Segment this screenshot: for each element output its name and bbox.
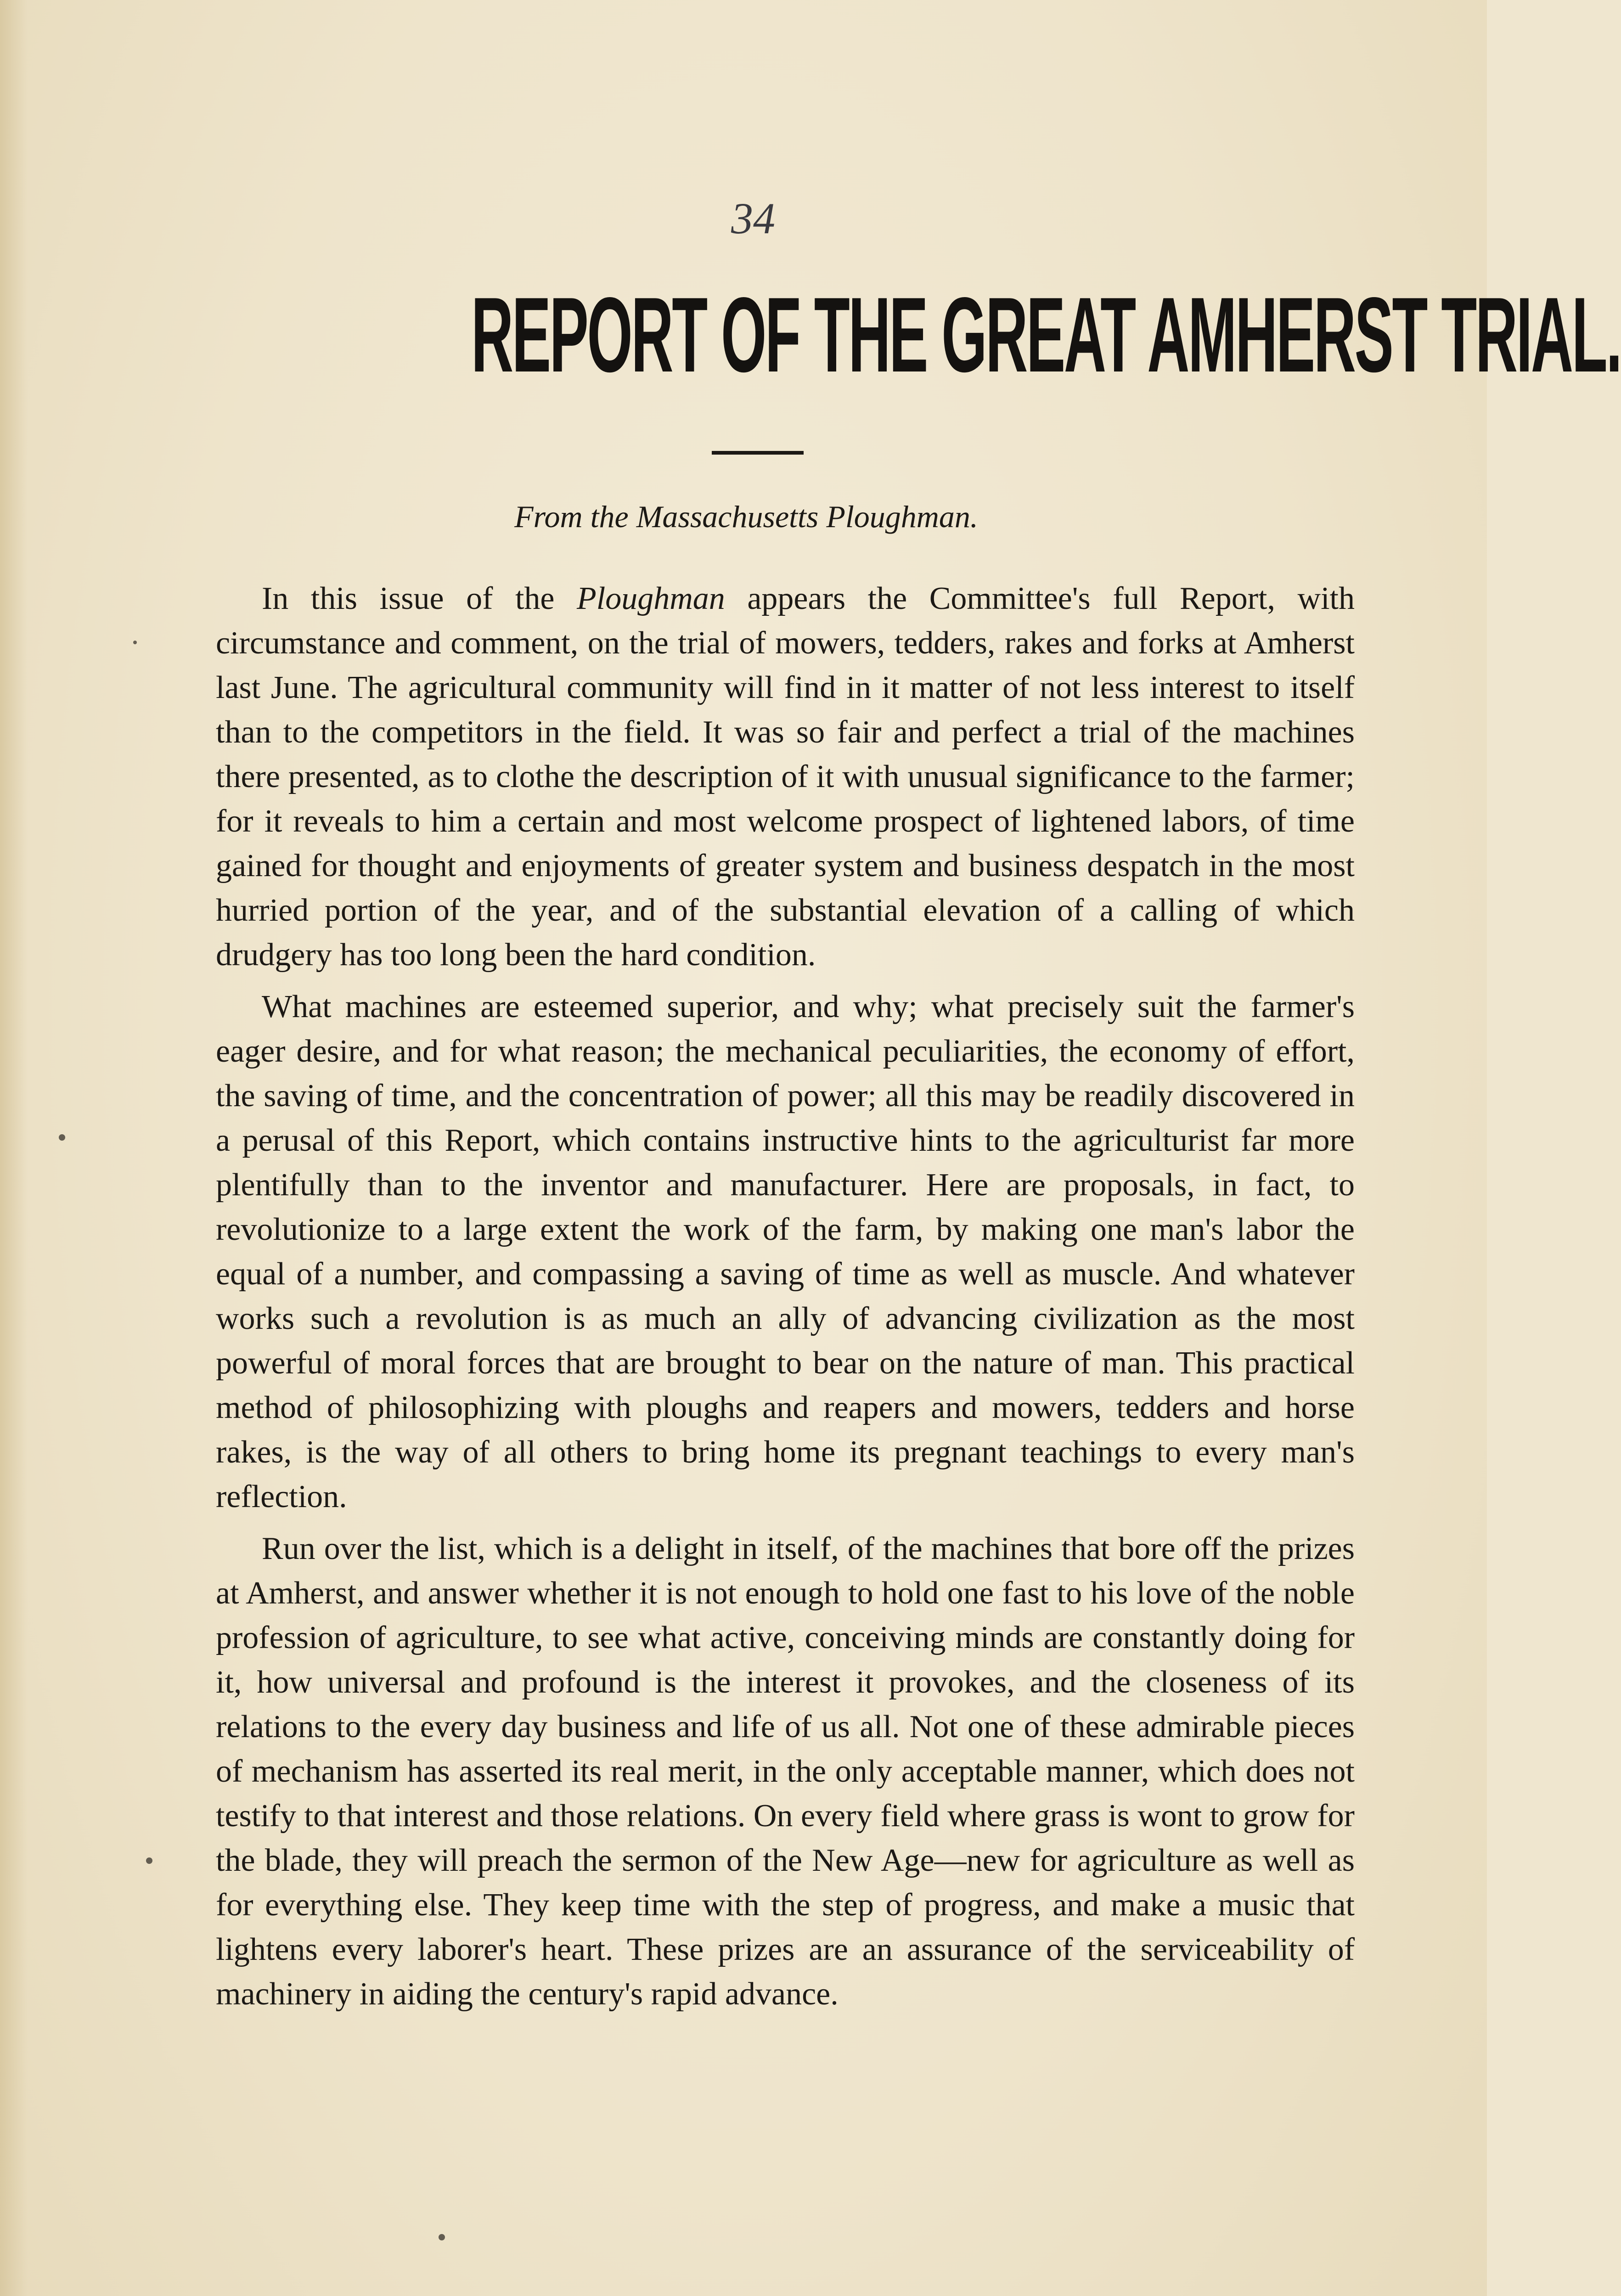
paragraph-1	[216, 576, 1355, 977]
source-line	[413, 496, 1079, 537]
paragraph-3: Run over the list, which is a delight in itself, of the machines that bore off the prizes at Amherst, and answer whether it is not enough to hold one fast to his love of the noble profession of agriculture, to see what active, conceiving minds are constantly doing for it, how universal and profound is the interest it provokes, and the closeness of its relations to the every day business and life of us all. Not one of these admirable pieces of mechanism has asserted its real merit, in the only acceptable manner, which does not testify to that interest and those relations. On every field where grass is wont to grow for the blade, they will preach the sermon of the New Age—new for agriculture as well as for everything else. They keep time with the step of progress, and make a music that lightens every laborer's heart. These prizes are an assurance of the serviceability of machinery in aiding the century's rapid advance.	[216, 1531, 1355, 2012]
paper-speck	[146, 1857, 152, 1864]
paragraph-1-lead: In this issue of the	[262, 581, 577, 616]
article-body	[216, 576, 1355, 2024]
paper-speck	[133, 641, 137, 644]
paper-speck	[439, 2234, 445, 2240]
report-title: REPORT OF THE GREAT AMHERST TRIAL.	[471, 276, 1621, 394]
page-number: 34	[731, 194, 775, 243]
title-divider-rule	[712, 451, 804, 455]
paper-speck	[59, 1134, 65, 1141]
paragraph-2: What machines are esteemed superior, and why; what precisely suit the farmer's eager desire, and for what reason; the mechanical peculiarities, the economy of effort, the saving of time, and the concentration of power; all this may be readily discovered in a perusal of this Report, which contains instructive hints to the agriculturist far more plentifully than to the inventor and manufacturer. Here are proposals, in fact, to revolutionize to a large extent the work of the farm, by making one man's labor the equal of a number, and compassing a saving of time as well as muscle. And whatever works such a revolution is as much an ally of advancing civilization as the most powerful of moral forces that are brought to bear on the nature of man. This practical method of philosophizing with ploughs and reapers and mowers, tedders and horse rakes, is the way of all others to bring home its pregnant teachings to every man's reflection.	[216, 989, 1355, 1514]
paragraph-1-publication: Ploughman	[577, 581, 725, 616]
source-prefix: From the	[514, 499, 629, 534]
title-container	[0, 0, 1621, 413]
paragraph-1-text: appears the Committee's full Report, with circumstance and comment, on the trial of mowers, tedders, rakes and forks at Amherst last June. The agricultural community will find in it matter of not less interest to itself than to the competitors in the field. It was so fair and perfect a trial of the machines there presented, as to clothe the description of it with unusual significance to the farmer; for it reveals to him a certain and most welcome prospect of lightened labors, of time gained for thought and enjoyments of greater system and business despatch in the most hurried portion of the year, and of the substantial elevation of a calling of which drudgery has too long been the hard condition.	[216, 581, 1355, 973]
source-publication: Massachusetts Ploughman.	[636, 499, 978, 534]
